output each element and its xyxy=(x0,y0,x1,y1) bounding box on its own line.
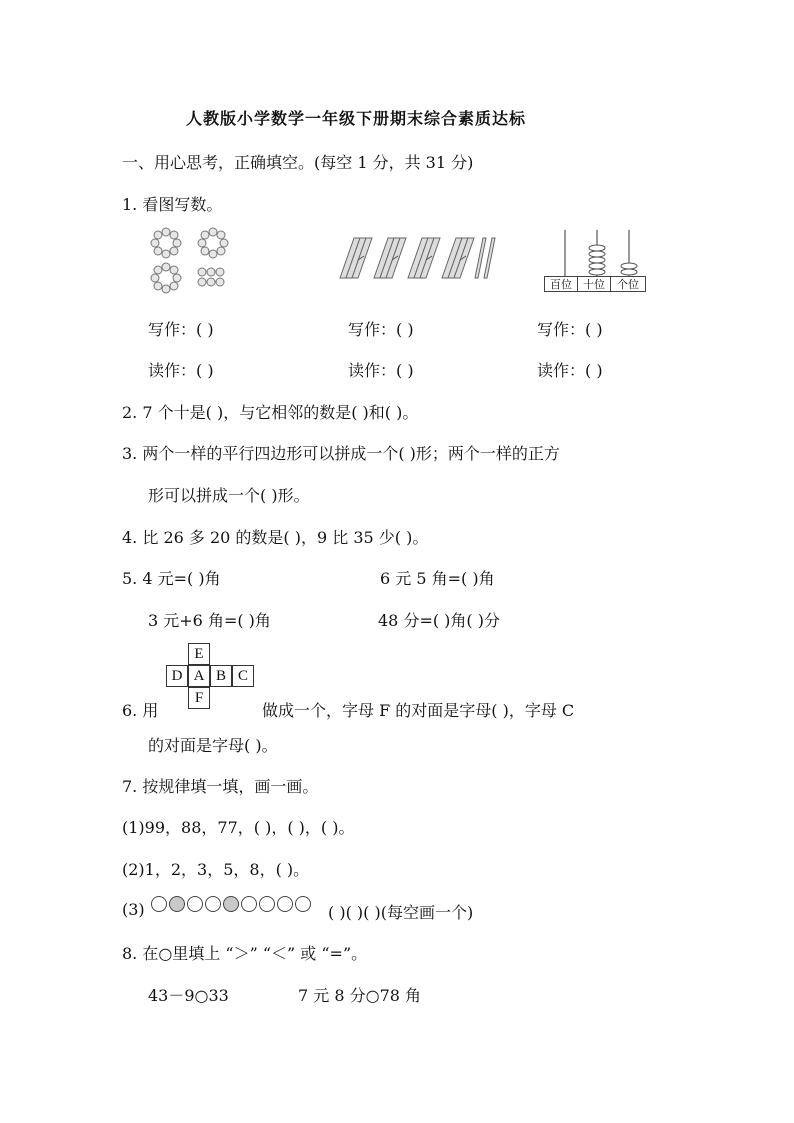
net-cell-top: E xyxy=(188,643,210,665)
q1-write-1[interactable]: 写作：( ) xyxy=(148,320,214,339)
pattern-circle-white xyxy=(242,897,257,912)
net-cell-bottom: F xyxy=(188,687,210,709)
q5-d: 48 分=( )角( )分 xyxy=(378,611,500,630)
q7-part3-label: (3) xyxy=(122,900,145,919)
pattern-circle-white xyxy=(188,897,203,912)
q1-write-2[interactable]: 写作：( ) xyxy=(348,320,414,339)
q7-part3-blanks: ( )( )( )(每空画一个) xyxy=(328,903,474,922)
q3-line1: 3. 两个一样的平行四边形可以拼成一个( )形；两个一样的正方 xyxy=(122,444,560,463)
abacus-figure xyxy=(544,228,650,278)
section-heading: 一、用心思考，正确填空。(每空 1 分，共 31 分) xyxy=(122,153,474,172)
bead-rings-figure xyxy=(144,226,240,296)
q6-line2: 的对面是字母( )。 xyxy=(148,736,278,755)
q7-part1: (1)99，88，77，( )，( )，( )。 xyxy=(122,818,355,837)
q1-write-3[interactable]: 写作：( ) xyxy=(537,320,603,339)
pattern-circle-grey xyxy=(170,897,185,912)
q5-c: 3 元+6 角=( )角 xyxy=(148,611,271,630)
net-cell-row-3: B xyxy=(210,665,232,687)
q3-line2: 形可以拼成一个( )形。 xyxy=(148,486,310,505)
q7-part2: (2)1，2，3，5，8，( )。 xyxy=(122,860,310,879)
q1-read-3[interactable]: 读作：( ) xyxy=(537,361,603,380)
place-value-ones: 个位 xyxy=(610,276,646,292)
pattern-circle-white xyxy=(296,897,311,912)
q1-label: 1. 看图写数。 xyxy=(122,195,223,214)
q1-read-1[interactable]: 读作：( ) xyxy=(148,361,214,380)
q8-a: 43－9○33 xyxy=(148,986,229,1005)
net-cell-row-2: A xyxy=(188,665,210,687)
q5-b: 6 元 5 角=( )角 xyxy=(380,569,495,588)
net-cell-row-4: C xyxy=(232,665,254,687)
q6-line1: 做成一个，字母 F 的对面是字母( )，字母 C xyxy=(262,701,575,720)
q2-text: 2. 7 个十是( )，与它相邻的数是( )和( )。 xyxy=(122,403,419,422)
pattern-circle-white xyxy=(260,897,275,912)
stick-bundles-figure xyxy=(330,234,496,282)
circle-pattern xyxy=(150,893,320,915)
q7-label: 7. 按规律填一填，画一画。 xyxy=(122,777,319,796)
q4-text: 4. 比 26 多 20 的数是( )，9 比 35 少( )。 xyxy=(122,528,429,547)
place-value-hundreds: 百位 xyxy=(544,276,578,292)
page-title: 人教版小学数学一年级下册期末综合素质达标 xyxy=(186,109,527,128)
pattern-circle-white xyxy=(278,897,293,912)
q5-a: 5. 4 元=( )角 xyxy=(122,569,221,588)
q8-label: 8. 在○里填上 “＞” “＜” 或 “=”。 xyxy=(122,944,368,963)
pattern-circle-white xyxy=(152,897,167,912)
q6-prefix: 6. 用 xyxy=(122,701,159,720)
q8-b: 7 元 8 分○78 角 xyxy=(298,986,422,1005)
q1-read-2[interactable]: 读作：( ) xyxy=(348,361,414,380)
place-value-tens: 十位 xyxy=(577,276,611,292)
net-cell-row-1: D xyxy=(166,665,188,687)
pattern-circle-grey xyxy=(224,897,239,912)
pattern-circle-white xyxy=(206,897,221,912)
